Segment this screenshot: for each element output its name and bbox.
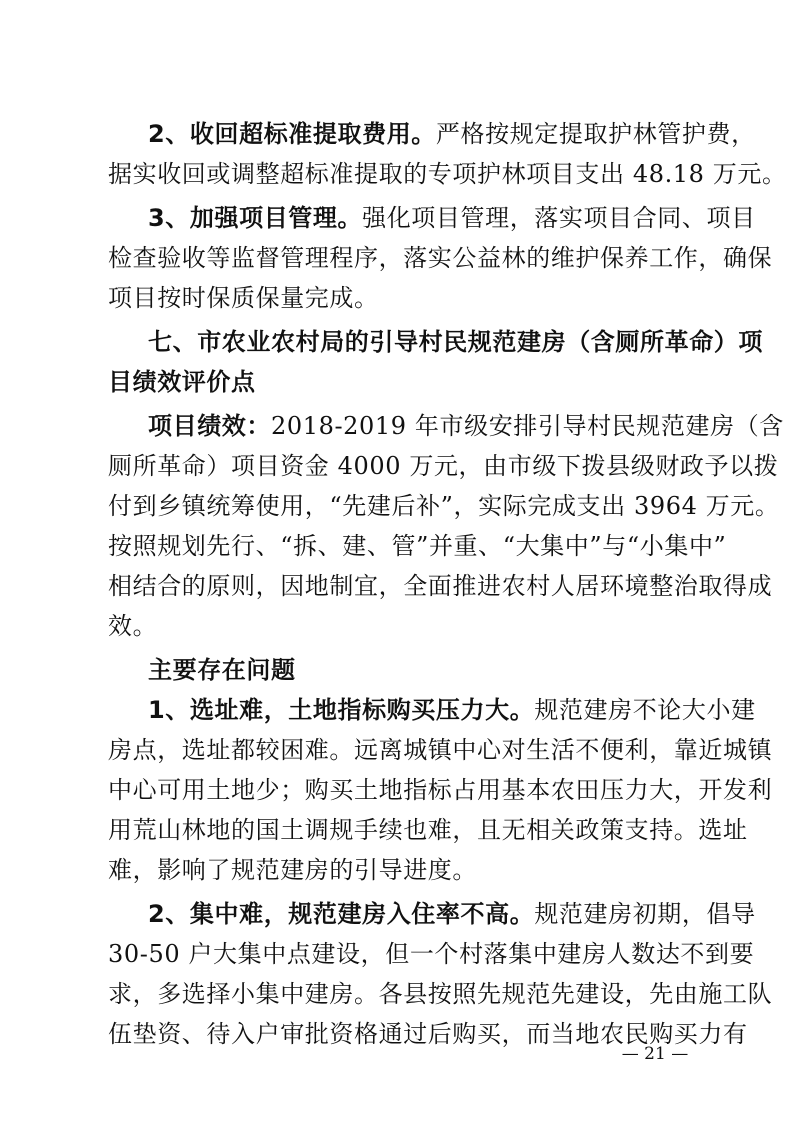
page-number: — 21 — [621,1044,689,1064]
paragraph-line [148,896,756,932]
paragraph-line [148,692,756,728]
paragraph-line: 项目按时保质保量完成。 [108,284,379,312]
paragraph-text: 规范建房初期，倡导 [534,900,756,928]
section-heading: 3、加强项目管理。 [148,204,363,232]
paragraph-line: 伍垫资、待入户审批资格通过后购买，而当地农民购买力有 [108,1020,748,1048]
paragraph-line: 相结合的原则，因地制宜，全面推进农村人居环境整治取得成 [108,572,773,600]
paragraph-line: 检查验收等监督管理程序，落实公益林的维护保养工作，确保 [108,244,773,272]
section-title-line: 七、市农业农村局的引导村民规范建房（含厕所革命）项 [148,328,763,356]
section-heading: 1、选址难，土地指标购买压力大。 [148,696,535,724]
paragraph-line: 按照规划先行、“拆、建、管”并重、“大集中”与“小集中” [108,532,727,560]
paragraph-line: 效。 [108,612,158,640]
paragraph-line: 难，影响了规范建房的引导进度。 [108,856,477,884]
paragraph-line [148,116,756,152]
section-heading: 2、集中难，规范建房入住率不高。 [148,900,535,928]
paragraph-text: 规范建房不论大小建 [534,696,756,724]
section-title-line: 目绩效评价点 [108,368,256,396]
paragraph-text: 严格按规定提取护林管护费， [435,120,756,148]
paragraph-line: 据实收回或调整超标准提取的专项护林项目支出 48.18 万元。 [108,160,787,188]
section-heading: 项目绩效： [148,412,271,440]
paragraph-line: 30-50 户大集中点建设，但一个村落集中建房人数达不到要 [108,940,755,968]
paragraph-line [148,408,784,444]
paragraph-line: 房点，选址都较困难。远离城镇中心对生活不便利，靠近城镇 [108,736,773,764]
paragraph-line: 求，多选择小集中建房。各县按照先规范先建设，先由施工队 [108,980,773,1008]
paragraph-line: 中心可用土地少；购买土地指标占用基本农田压力大，开发利 [108,776,773,804]
paragraph-line: 厕所革命）项目资金 4000 万元，由市级下拨县级财政予以拨 [108,452,779,480]
paragraph-text: 强化项目管理，落实项目合同、项目 [362,204,756,232]
section-heading: 2、收回超标准提取费用。 [148,120,436,148]
subsection-heading: 主要存在问题 [148,656,296,684]
paragraph-text: 2018-2019 年市级安排引导村民规范建房（含 [271,412,784,440]
paragraph-line: 用荒山林地的国土调规手续也难，且无相关政策支持。选址 [108,816,748,844]
paragraph-line: 付到乡镇统筹使用，“先建后补”，实际完成支出 3964 万元。 [108,492,780,520]
paragraph-line [148,200,756,236]
